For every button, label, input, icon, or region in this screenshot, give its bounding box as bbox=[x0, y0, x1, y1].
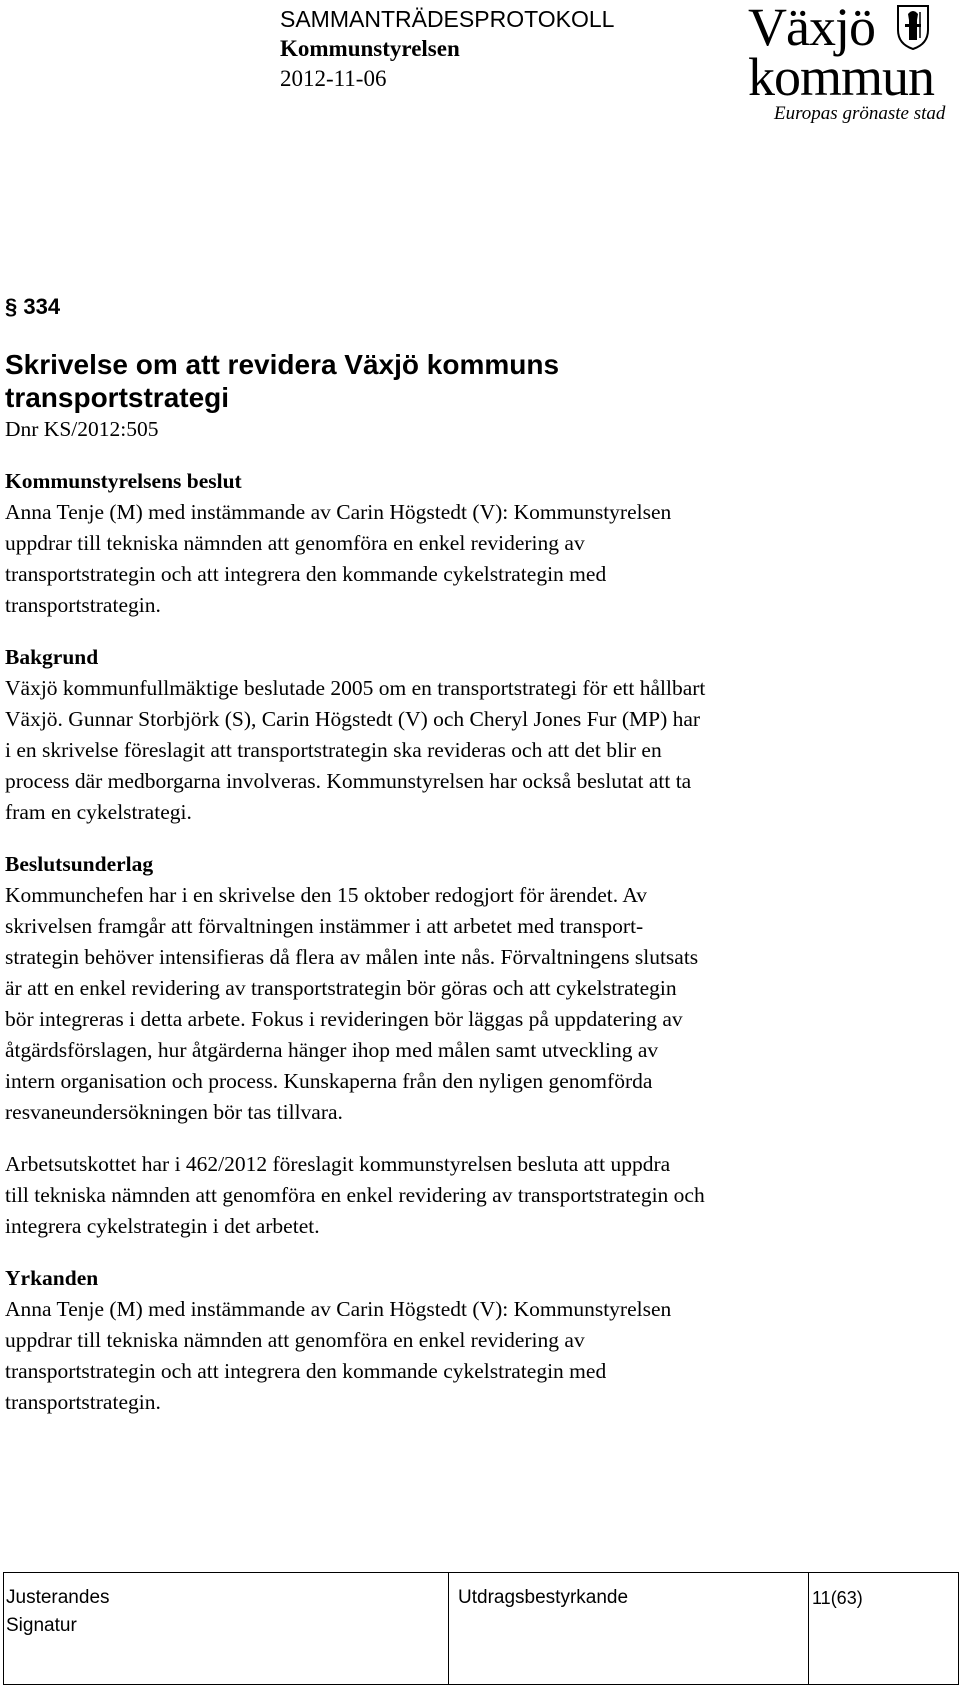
text-line: åtgärdsförslagen, hur åtgärderna hänger ihop med målen samt utveckling av bbox=[5, 1038, 659, 1062]
text-line: i en skrivelse föreslagit att transportstrategin ska revideras och att det blir en bbox=[5, 738, 662, 762]
text-line: transportstrategin. bbox=[5, 1390, 161, 1414]
text-line: till tekniska nämnden att genomföra en enkel revidering av transportstrategin och bbox=[5, 1183, 705, 1207]
meeting-date: 2012-11-06 bbox=[280, 66, 387, 91]
page-current: 11 bbox=[812, 1588, 831, 1608]
page-number bbox=[812, 1584, 863, 1612]
section-text bbox=[5, 1149, 885, 1242]
text-line: Anna Tenje (M) med instämmande av Carin Högstedt (V): Kommunstyrelsen bbox=[5, 500, 672, 524]
protocol-body bbox=[5, 292, 885, 1439]
text-line: strategin behöver intensifieras då flera av målen inte nås. Förvaltningens slutsats bbox=[5, 945, 699, 969]
text-line: uppdrar till tekniska nämnden att genomföra en enkel revidering av bbox=[5, 1328, 585, 1352]
section-decision bbox=[5, 466, 885, 621]
section-text bbox=[5, 880, 885, 1128]
justerandes-label: Justerandes bbox=[6, 1587, 110, 1608]
text-line: resvaneundersökningen bör tas tillvara. bbox=[5, 1100, 343, 1124]
item-title-line-1: Skrivelse om att revidera Växjö kommuns bbox=[5, 349, 560, 380]
section-text bbox=[5, 497, 885, 621]
section-text bbox=[5, 1294, 885, 1418]
diary-number: Dnr KS/2012:505 bbox=[5, 417, 159, 441]
signatur-label: Signatur bbox=[6, 1615, 77, 1636]
text-line: process där medborgarna involveras. Kommunstyrelsen har också beslutat att ta bbox=[5, 769, 692, 793]
utdragsbestyrkande-label: Utdragsbestyrkande bbox=[458, 1587, 629, 1608]
section-heading: Yrkanden bbox=[5, 1266, 99, 1290]
section-working-committee bbox=[5, 1149, 885, 1242]
text-line: är att en enkel revidering av transportstrategin bör göras och att cykelstrategin bbox=[5, 976, 677, 1000]
text-line: fram en cykelstrategi. bbox=[5, 800, 192, 824]
section-heading: Bakgrund bbox=[5, 645, 99, 669]
text-line: transportstrategin. bbox=[5, 593, 161, 617]
footer-divider bbox=[808, 1572, 809, 1685]
text-line: integrera cykelstrategin i det arbetet. bbox=[5, 1214, 320, 1238]
footer-rule-bottom bbox=[3, 1684, 958, 1685]
vaxjo-kommun-logo bbox=[748, 0, 956, 125]
text-line: Växjö. Gunnar Storbjörk (S), Carin Högstedt (V) och Cheryl Jones Fur (MP) har bbox=[5, 707, 701, 731]
section-decision-basis bbox=[5, 849, 885, 1128]
logo-wordmark-line1: Växjö bbox=[748, 0, 875, 57]
text-line: Anna Tenje (M) med instämmande av Carin Högstedt (V): Kommunstyrelsen bbox=[5, 1297, 672, 1321]
committee-name: Kommunstyrelsen bbox=[280, 36, 460, 61]
text-line: bör integreras i detta arbete. Fokus i revideringen bör läggas på uppdatering av bbox=[5, 1007, 683, 1031]
text-line: skrivelsen framgår att förvaltningen instämmer i att arbetet med transport- bbox=[5, 914, 644, 938]
text-line: transportstrategin och att integrera den kommande cykelstrategin med bbox=[5, 562, 607, 586]
section-text bbox=[5, 673, 885, 828]
document-header bbox=[280, 4, 700, 94]
text-line: uppdrar till tekniska nämnden att genomföra en enkel revidering av bbox=[5, 531, 585, 555]
text-line: Arbetsutskottet har i 462/2012 föreslagit kommunstyrelsen besluta att uppdra bbox=[5, 1152, 671, 1176]
text-line: intern organisation och process. Kunskaperna från den nyligen genomförda bbox=[5, 1069, 653, 1093]
logo-tagline: Europas grönaste stad bbox=[774, 103, 946, 124]
section-heading: Beslutsunderlag bbox=[5, 852, 154, 876]
section-background bbox=[5, 642, 885, 828]
footer-divider bbox=[448, 1572, 449, 1685]
section-heading: Kommunstyrelsens beslut bbox=[5, 469, 242, 493]
document-type: SAMMANTRÄDESPROTOKOLL bbox=[280, 6, 615, 32]
text-line: transportstrategin och att integrera den kommande cykelstrategin med bbox=[5, 1359, 607, 1383]
text-line: Kommunchefen har i en skrivelse den 15 oktober redogjort för ärendet. Av bbox=[5, 883, 648, 907]
footer-divider-left bbox=[3, 1572, 4, 1685]
footer-divider-right bbox=[958, 1572, 959, 1685]
crest-icon bbox=[896, 4, 930, 50]
item-title-line-2: transportstrategi bbox=[5, 382, 230, 413]
signature-footer bbox=[0, 1572, 960, 1692]
text-line: Växjö kommunfullmäktige beslutade 2005 om en transportstrategi för ett hållbart bbox=[5, 676, 706, 700]
footer-rule-top bbox=[3, 1572, 958, 1573]
page-total: (63) bbox=[830, 1588, 863, 1608]
section-motions bbox=[5, 1263, 885, 1418]
logo-wordmark-line2: kommun bbox=[748, 47, 935, 107]
paragraph-number: § 334 bbox=[5, 294, 61, 319]
